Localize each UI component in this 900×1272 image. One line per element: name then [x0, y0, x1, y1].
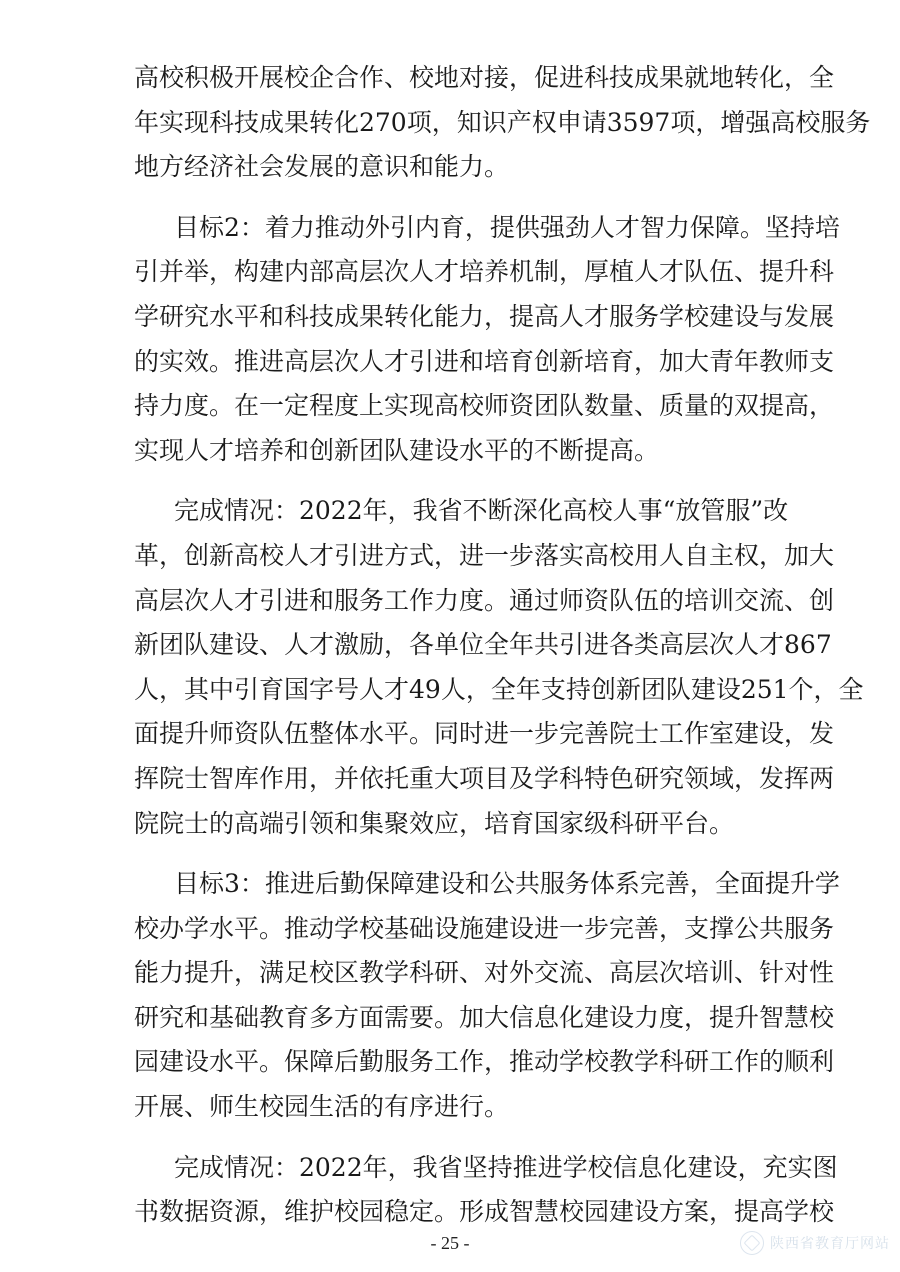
paragraph: [134, 1146, 838, 1235]
text-line: 实现人才培养和创新团队建设水平的不断提高。: [134, 435, 660, 465]
text-line: 革，创新高校人才引进方式，进一步落实高校用人自主权，加大: [134, 540, 835, 570]
text-line: 研究和基础教育多方面需要。加大信息化建设力度，提升智慧校: [134, 1002, 835, 1032]
text-line: 书数据资源，维护校园稳定。形成智慧校园建设方案，提高学校: [134, 1197, 835, 1227]
paragraph: [134, 489, 864, 846]
text-line: 年实现科技成果转化270项，知识产权申请3597项，增强高校服务: [134, 107, 871, 137]
text-line: 持力度。在一定程度上实现高校师资团队数量、质量的双提高，: [134, 391, 835, 421]
text-line: 目标3：推进后勤保障建设和公共服务体系完善，全面提升学: [174, 869, 840, 899]
text-line: 面提升师资队伍整体水平。同时进一步完善院士工作室建设，发: [134, 719, 835, 749]
paragraph: [134, 862, 840, 1130]
watermark: [740, 1231, 890, 1255]
text-line: 开展、师生校园生活的有序进行。: [134, 1092, 510, 1122]
text-line: 挥院士智库作用，并依托重大项目及学科特色研究领域，发挥两: [134, 763, 835, 793]
document-body: [134, 56, 871, 1235]
text-line: 人，其中引育国字号人才49人，全年支持创新团队建设251个，全: [134, 674, 864, 704]
text-line: 园建设水平。保障后勤服务工作，推动学校教学科研工作的顺利: [134, 1047, 835, 1077]
text-line: 完成情况：2022年，我省不断深化高校人事“放管服”改: [174, 496, 789, 526]
text-line: 目标2：着力推动外引内育，提供强劲人才智力保障。坚持培: [174, 212, 840, 242]
text-line: 校办学水平。推动学校基础设施建设进一步完善，支撑公共服务: [134, 913, 835, 943]
text-line: 的实效。推进高层次人才引进和培育创新培育，加大青年教师支: [134, 346, 835, 376]
text-line: 新团队建设、人才激励，各单位全年共引进各类高层次人才867: [134, 630, 832, 660]
watermark-text: 陕西省教育厅网站: [770, 1236, 890, 1252]
page-number: - 25 -: [430, 1233, 470, 1253]
text-line: 高校积极开展校企合作、校地对接，促进科技成果就地转化，全: [134, 63, 835, 92]
text-line: 引并举，构建内部高层次人才培养机制，厚植人才队伍、提升科: [134, 257, 835, 287]
text-line: 能力提升，满足校区教学科研、对外交流、高层次培训、针对性: [134, 958, 835, 988]
text-line: 高层次人才引进和服务工作力度。通过师资队伍的培训交流、创: [134, 585, 835, 615]
text-line: 院院士的高端引领和集聚效应，培育国家级科研平台。: [134, 808, 735, 838]
watermark-logo-icon: [740, 1231, 764, 1255]
text-line: 完成情况：2022年，我省坚持推进学校信息化建设，充实图: [174, 1152, 838, 1182]
text-line: 地方经济社会发展的意识和能力。: [134, 152, 510, 182]
text-line: 学研究水平和科技成果转化能力，提高人才服务学校建设与发展: [134, 301, 835, 331]
paragraph: [134, 206, 840, 474]
paragraph: [134, 56, 871, 190]
